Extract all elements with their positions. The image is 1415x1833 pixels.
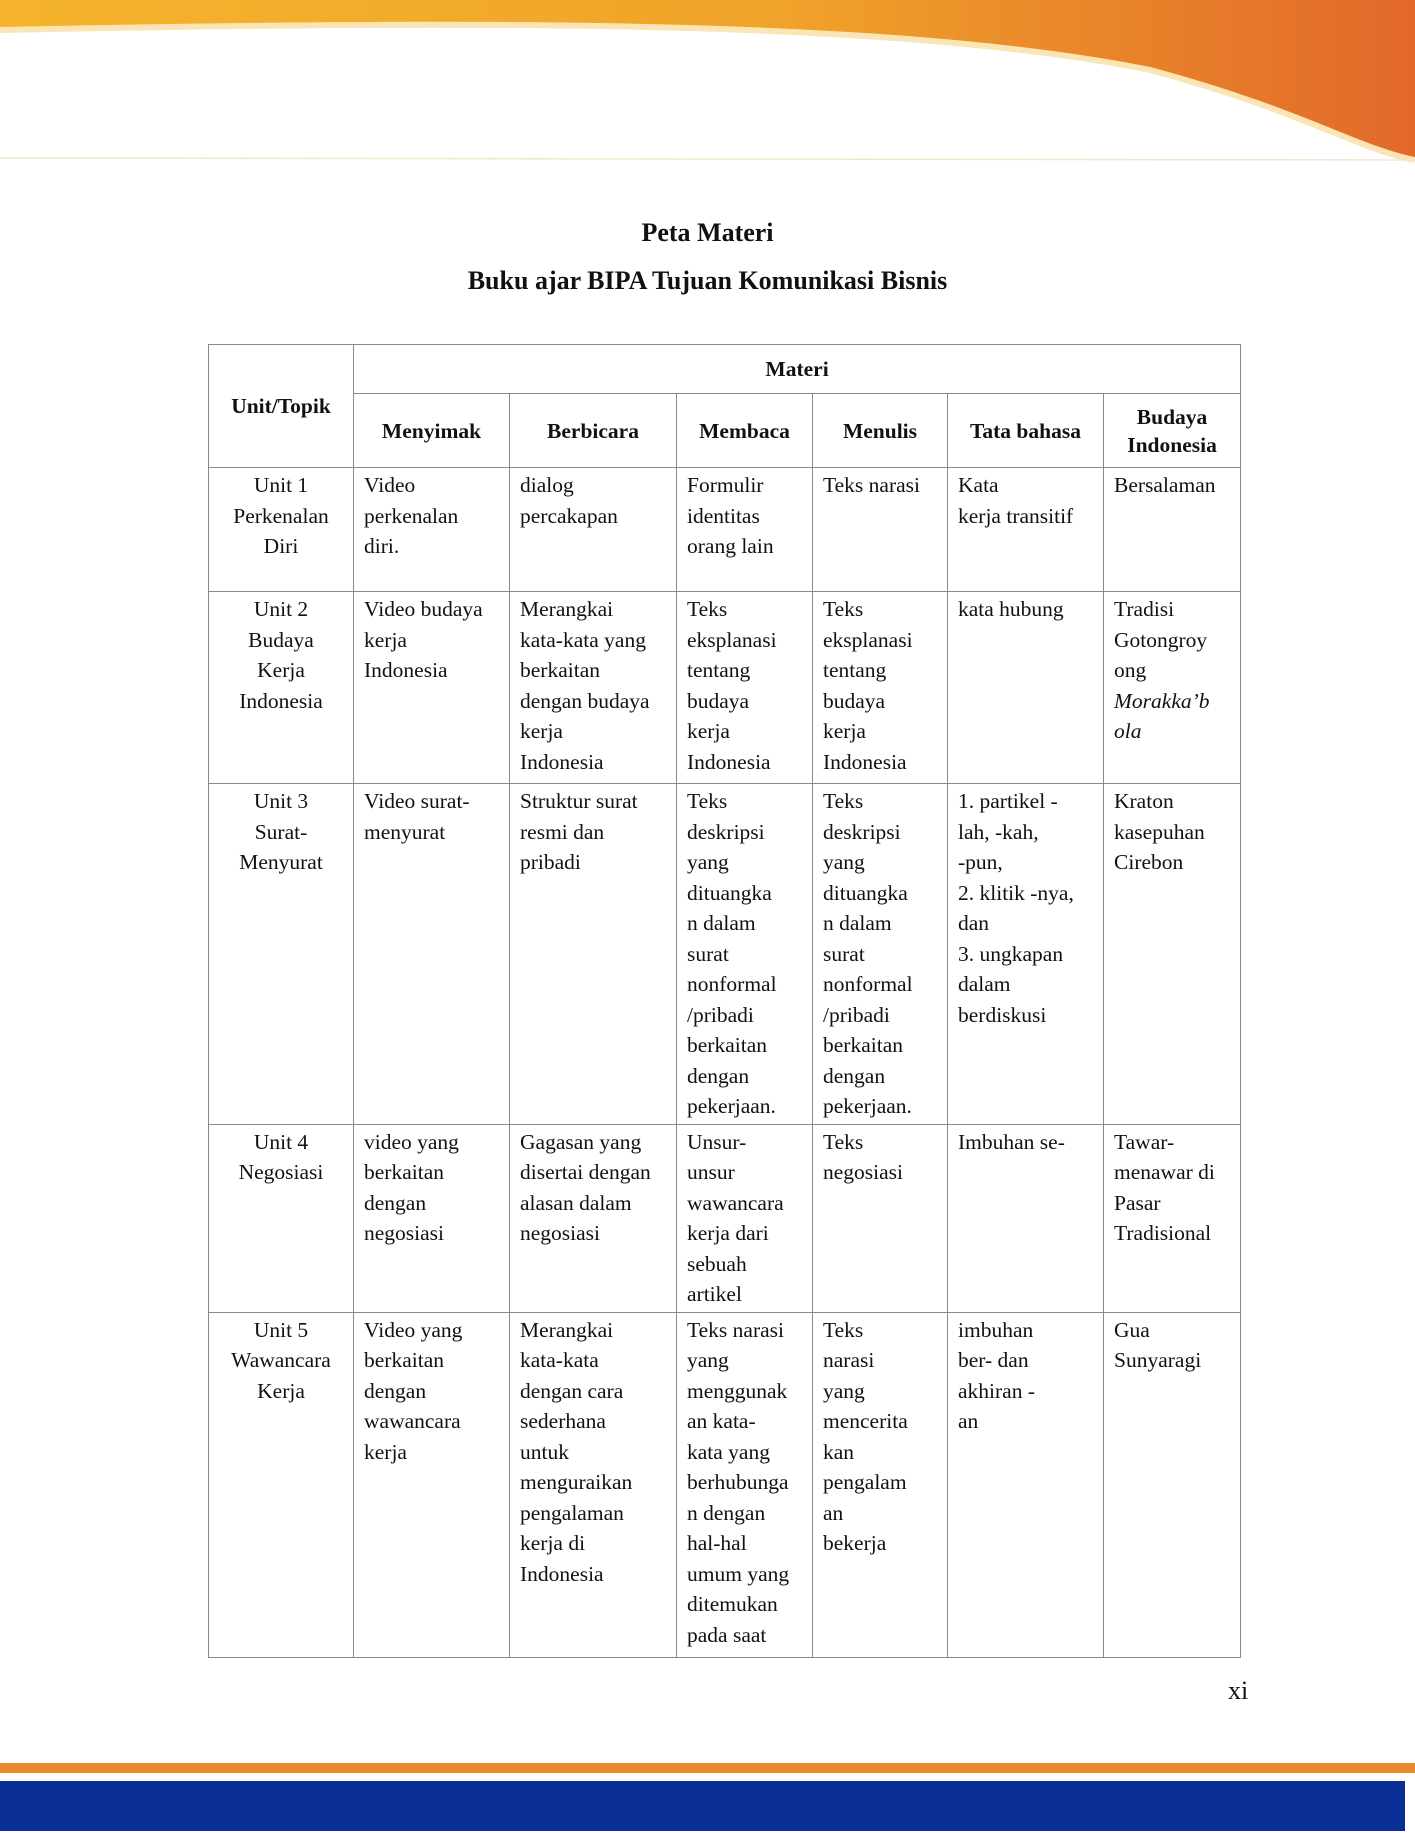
cell-budaya [1104, 784, 1241, 1125]
cell-tata-bahasa: imbuhan ber- dan akhiran - an [948, 1312, 1104, 1657]
cell-tata-bahasa: Kata kerja transitif [948, 468, 1104, 592]
cell-budaya-text: Tradisi Gotongroy ong [1114, 597, 1208, 682]
table-row [209, 1312, 1241, 1657]
cell-budaya-text: Gua Sunyaragi [1114, 1317, 1202, 1372]
cell-membaca: Teks eksplanasi tentang budaya kerja Indonesia [677, 592, 813, 784]
table-row [209, 1124, 1241, 1312]
cell-budaya-text: Tawar- menawar di Pasar Tradisional [1114, 1129, 1215, 1245]
cell-menulis: Teks negosiasi [813, 1124, 948, 1312]
cell-menulis: Teks eksplanasi tentang budaya kerja Indonesia [813, 592, 948, 784]
cell-unit: Unit 4 Negosiasi [209, 1124, 354, 1312]
document-subtitle: Buku ajar BIPA Tujuan Komunikasi Bisnis [467, 266, 948, 295]
cell-membaca: Teks narasi yang menggunak an kata- kata yang berhubunga n dengan hal-hal umum yang ditemukan pada saat [677, 1312, 813, 1657]
cell-menulis: Teks narasi yang mencerita kan pengalam an bekerja [813, 1312, 948, 1657]
cell-tata-bahasa: 1. partikel - lah, -kah, -pun, 2. klitik -nya, dan 3. ungkapan dalam berdiskusi [948, 784, 1104, 1125]
footer-band [0, 1760, 1415, 1833]
cell-berbicara: dialog percakapan [510, 468, 677, 592]
header-membaca: Membaca [677, 394, 813, 468]
cell-menulis: Teks deskripsi yang dituangka n dalam surat nonformal /pribadi berkaitan dengan pekerjaan. [813, 784, 948, 1125]
cell-menyimak: Video perkenalan diri. [354, 468, 510, 592]
cell-berbicara: Struktur surat resmi dan pribadi [510, 784, 677, 1125]
cell-unit: Unit 5 Wawancara Kerja [209, 1312, 354, 1657]
cell-budaya-italic: Morakka’b ola [1114, 688, 1210, 743]
table-row [209, 468, 1241, 592]
cell-menyimak: Video yang berkaitan dengan wawancara kerja [354, 1312, 510, 1657]
table-row [209, 784, 1241, 1125]
cell-unit: Unit 3 Surat- Menyurat [209, 784, 354, 1125]
cell-budaya [1104, 592, 1241, 784]
header-menyimak: Menyimak [354, 394, 510, 468]
cell-menyimak: video yang berkaitan dengan negosiasi [354, 1124, 510, 1312]
page-number: xi [1228, 1676, 1249, 1705]
header-materi: Materi [354, 345, 1241, 394]
header-tata-bahasa: Tata bahasa [948, 394, 1104, 468]
document-title: Peta Materi [641, 218, 774, 247]
header-unit-topik: Unit/Topik [209, 345, 354, 468]
cell-budaya-text: Kraton kasepuhan Cirebon [1114, 789, 1205, 874]
cell-budaya [1104, 1124, 1241, 1312]
cell-berbicara: Merangkai kata-kata dengan cara sederhana untuk menguraikan pengalaman kerja di Indonesia [510, 1312, 677, 1657]
cell-berbicara: Merangkai kata-kata yang berkaitan dengan budaya kerja Indonesia [510, 592, 677, 784]
cell-membaca: Teks deskripsi yang dituangka n dalam surat nonformal /pribadi berkaitan dengan pekerjaan. [677, 784, 813, 1125]
cell-tata-bahasa: Imbuhan se- [948, 1124, 1104, 1312]
cell-membaca: Unsur- unsur wawancara kerja dari sebuah artikel [677, 1124, 813, 1312]
cell-menyimak: Video budaya kerja Indonesia [354, 592, 510, 784]
cell-berbicara: Gagasan yang disertai dengan alasan dalam negosiasi [510, 1124, 677, 1312]
footer-blue-stripe [0, 1781, 1405, 1831]
cell-menulis: Teks narasi [813, 468, 948, 592]
footer-orange-stripe [0, 1763, 1415, 1773]
header-budaya-indonesia: Budaya Indonesia [1104, 394, 1241, 468]
header-menulis: Menulis [813, 394, 948, 468]
cell-menyimak: Video surat- menyurat [354, 784, 510, 1125]
table-row [209, 592, 1241, 784]
cell-unit: Unit 1 Perkenalan Diri [209, 468, 354, 592]
peta-materi-table [208, 344, 1241, 1658]
cell-budaya [1104, 468, 1241, 592]
cell-unit: Unit 2 Budaya Kerja Indonesia [209, 592, 354, 784]
cell-membaca: Formulir identitas orang lain [677, 468, 813, 592]
header-wave-decoration [0, 0, 1415, 170]
cell-budaya-text: Bersalaman [1114, 473, 1216, 497]
cell-tata-bahasa: kata hubung [948, 592, 1104, 784]
header-berbicara: Berbicara [510, 394, 677, 468]
cell-budaya [1104, 1312, 1241, 1657]
